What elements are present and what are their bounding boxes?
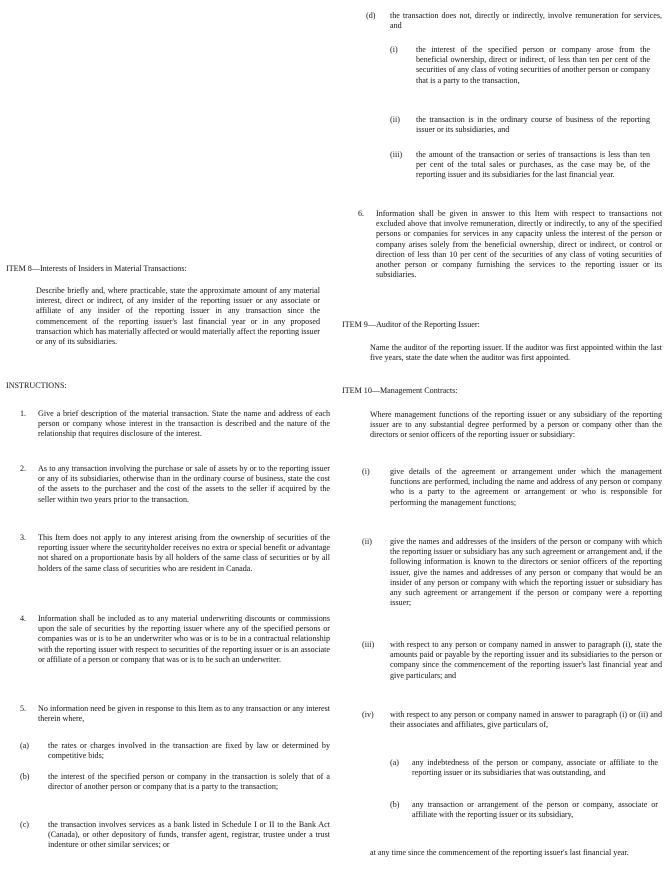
sub-item-marker: (a) [20,741,29,750]
roman-item-iii [390,150,650,181]
roman-marker: (ii) [390,115,400,124]
instruction-marker: 6. [358,209,365,218]
instruction-marker: 2. [20,464,27,473]
sub-item-text: any indebtedness of the person or company, associate or affiliate to the reporting issuer or its subsidiaries that was outstanding, and [412,758,658,778]
item9-heading: ITEM 9—Auditor of the Reporting Issuer: [342,320,480,329]
sub-item-marker: (b) [390,800,400,809]
sub-item-a [20,741,330,761]
roman-text: the transaction is in the ordinary course of business of the reporting issuer or its subsidiaries, and [416,115,650,135]
item10-heading: ITEM 10—Management Contracts: [342,386,458,395]
roman-item-ii [390,115,650,135]
instruction-3 [20,533,330,574]
sub-item-b [390,800,658,820]
roman-text: with respect to any person or company named in answer to paragraph (i) or (ii) and their associates and affiliates, give particulars of, [390,710,662,730]
item10-item-iv [362,710,662,730]
roman-item-i [390,45,650,86]
sub-item-marker: (d) [366,11,376,20]
instruction-4 [20,614,330,665]
instruction-marker: 1. [20,409,27,418]
sub-item-a [390,758,658,778]
instruction-6 [358,209,662,280]
sub-item-marker: (a) [390,758,399,767]
instruction-marker: 3. [20,533,27,542]
roman-marker: (iv) [362,710,374,719]
roman-text: give the names and addresses of the insiders of the person or company with which the reporting issuer or subsidiary has any such agreement or arrangement and, if the following information is known to the directors or senior officers of the reporting issuer, give the names and addresses of any person or company that would be an insider of any person or company with which the reporting issuer or subsidiary has any such agreement or arrangement if the person or company were a reporting issuer; [390,537,662,608]
item10-item-i [362,467,662,508]
roman-text: give details of the agreement or arrangement under which the management functions are performed, including the name and address of any person or company who is a party to the agreement or arrangement or who is responsible for performing the management functions; [390,467,662,507]
sub-item-text: the interest of the specified person or company in the transaction is solely that of a director of another person or company that is a party to the transaction; [48,772,330,792]
roman-marker: (ii) [362,537,372,546]
instruction-text: Give a brief description of the material transaction. State the name and address of each person or company whose interest in the transaction is described and the nature of the relationship that requires disclosure of the interest. [38,409,330,439]
sub-item-text: the rates or charges involved in the transaction are fixed by law or determined by competitive bids; [48,741,330,761]
sub-item-text: any transaction or arrangement of the person or company, associate or affiliate with the reporting issuer or its subsidiary, [412,800,658,820]
roman-text: the amount of the transaction or series of transactions is less than ten per cent of the total sales or purchases, as the case may be, of the reporting issuer and its subsidiaries for the last financial year. [416,150,650,180]
instructions-heading: INSTRUCTIONS: [6,381,67,390]
sub-item-text: the transaction involves services as a bank listed in Schedule I or II to the Bank Act (Canada), or other depository of funds, transfer agent, registrar, trustee under a trust indenture or other similar services; or [48,820,330,850]
instruction-marker: 4. [20,614,27,623]
item9-body: Name the auditor of the reporting issuer. If the auditor was first appointed within the last five years, state the date when the auditor was first appointed. [370,343,662,363]
instruction-text: As to any transaction involving the purchase or sale of assets by or to the reporting issuer or any of its subsidiaries, otherwise than in the ordinary course of business, state the cost of the assets to the purchaser and the cost of the assets to the seller if acquired by the seller within two years prior to the transaction. [38,464,330,504]
instruction-text: Information shall be included as to any material underwriting discounts or commissions upon the sale of securities by the reporting issuer where any of the specified persons or companies was or is to be an underwriter who was or is to be in a contractual relationship with the reporting issuer with respect to securities of the reporting issuer or is an associate or affiliate of a person or company that was or is to be such an underwriter. [38,614,330,664]
roman-text: with respect to any person or company named in answer to paragraph (i), state the amounts paid or payable by the reporting issuer and its subsidiaries to the person or company since the commencement of the reporting issuer's last financial year and give particulars; and [390,640,662,680]
instruction-text: No information need be given in response to this Item as to any transaction or any interest therein where, [38,704,330,724]
roman-marker: (i) [362,467,370,476]
item8-body: Describe briefly and, where practicable, state the approximate amount of any material interest, direct or indirect, of any insider of the reporting issuer or any associate or affiliate of any insider of the reporting issuer in any transaction since the commencement of the reporting issuer's last financial year or in any proposed transaction which has materially affected or would materially affect the reporting issuer or any of its subsidiaries. [36,286,320,347]
closing-text: at any time since the commencement of the reporting issuer's last financial year. [370,848,629,857]
sub-item-c [20,820,330,851]
item8-heading: ITEM 8—Interests of Insiders in Material Transactions: [6,264,187,273]
roman-marker: (iii) [362,640,375,649]
roman-marker: (iii) [390,150,403,159]
instruction-5 [20,704,330,724]
sub-item-text: the transaction does not, directly or indirectly, involve remuneration for services, and [390,11,662,31]
sub-item-marker: (c) [20,820,29,829]
roman-text: the interest of the specified person or company arose from the beneficial ownership, direct or indirect, of less than ten per cent of the securities of any class of voting securities of another person or company that is a party to the transaction, [416,45,650,85]
item10-item-ii [362,537,662,608]
instruction-1 [20,409,330,440]
item10-body: Where management functions of the reporting issuer or any subsidiary of the reporting issuer are to any substantial degree performed by a person or company other than the directors or senior officers of the reporting issuer or subsidiary: [370,410,662,440]
sub-item-b [20,772,330,792]
instruction-marker: 5. [20,704,27,713]
roman-marker: (i) [390,45,398,54]
sub-item-marker: (b) [20,772,30,781]
sub-item-d [366,11,662,31]
instruction-text: Information shall be given in answer to this Item with respect to transactions not excluded above that involve remuneration, directly or indirectly, to any of the specified persons or companies for services in any capacity unless the interest of the person or company arises solely from the beneficial ownership, direct or indirect, or control or direction of less than 10 per cent of the securities of any class of voting securities of another person or company furnishing the services to the reporting issuer or its subsidiaries. [376,209,662,280]
instruction-text: This Item does not apply to any interest arising from the ownership of securities of the reporting issuer where the securityholder receives no extra or special benefit or advantage not shared on a proportionate basis by all holders of the same class of securities or by all holders of the same class of securities who are resident in Canada. [38,533,330,573]
item10-item-iii [362,640,662,681]
instruction-2 [20,464,330,505]
